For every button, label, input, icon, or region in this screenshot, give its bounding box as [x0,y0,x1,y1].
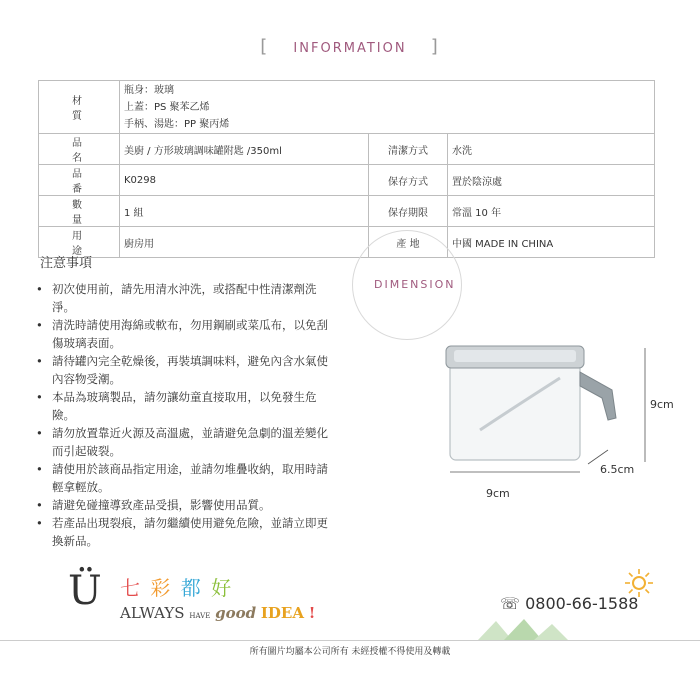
phone-text: 0800-66-1588 [525,594,639,613]
list-item: • 清洗時請使用海綿或軟布，勿用鋼刷或菜瓜布，以免刮傷玻璃表面。 [36,316,336,352]
list-item: • 初次使用前，請先用清水沖洗，或搭配中性清潔劑洗淨。 [36,280,336,316]
row-value: 廚房用 [120,227,369,258]
list-item: • 請待罐內完全乾燥後，再裝填調味料，避免內含水氣使內容物受潮。 [36,352,336,388]
material-line: 手柄、湯匙：PP 聚丙烯 [124,118,230,130]
row-label: 品 名 [39,134,120,165]
list-item: • 若產品出現裂痕，請勿繼續使用避免危險，並請立即更換新品。 [36,514,336,550]
slogan-idea: IDEA [260,604,305,622]
slogan-char: 七 [120,576,142,600]
width-label: 9cm [486,487,510,500]
notice-title: 注意事項 [40,256,93,271]
table-row [39,81,655,134]
material-value [120,81,655,134]
hills-icon [478,615,568,640]
row-value2: 水洗 [448,134,655,165]
slogan-en [120,604,315,622]
material-label: 材 質 [39,81,120,134]
phone-number[interactable] [500,594,638,613]
jar-illustration [440,330,660,480]
brand-logo: Ü [68,568,102,614]
notice-list [36,280,336,550]
table-row [39,134,655,165]
row-label2: 清潔方式 [369,134,448,165]
material-line: 上蓋：PS 聚苯乙烯 [124,101,210,113]
slogan-char: 好 [211,576,234,600]
material-line: 瓶身：玻璃 [124,84,174,96]
bracket-left: [ [260,36,270,57]
row-value2: 常溫 10 年 [448,196,655,227]
list-item: • 本品為玻璃製品，請勿讓幼童直接取用，以免發生危險。 [36,388,336,424]
row-label2: 保存方式 [369,165,448,196]
table-row [39,165,655,196]
bracket-right: ] [430,36,440,57]
slogan-always: ALWAYS [120,604,185,622]
info-header [0,36,700,57]
row-value: K0298 [120,165,369,196]
depth-label: 6.5cm [600,463,635,476]
slogan-good: good [215,604,257,622]
height-label: 9cm [650,398,674,411]
row-label: 品 番 [39,165,120,196]
slogan-char: 都 [180,576,203,600]
list-item: • 請勿放置靠近火源及高溫處，並請避免急劇的溫差變化而引起破裂。 [36,424,336,460]
list-item: • 請避免碰撞導致產品受損，影響使用品質。 [36,496,336,514]
slogan-have: HAVE [189,612,211,620]
table-row [39,227,655,258]
copyright-text: 所有圖片均屬本公司所有 未經授權不得使用及轉載 [0,640,700,663]
info-title: INFORMATION [293,41,407,56]
row-value: 1 組 [120,196,369,227]
dimension-label: DIMENSION [374,278,456,291]
table-row [39,196,655,227]
spec-table [38,80,655,258]
row-label: 用 途 [39,227,120,258]
row-value2: 置於陰涼處 [448,165,655,196]
row-value: 美廚 / 方形玻璃調味罐附匙 /350ml [120,134,369,165]
row-label2: 保存期限 [369,196,448,227]
row-value2: 中國 MADE IN CHINA [448,227,655,258]
row-label: 數 量 [39,196,120,227]
row-label2: 產 地 [369,227,448,258]
slogan-bang: ! [308,604,316,622]
slogan-char: 彩 [150,576,173,600]
list-item: • 請使用於該商品指定用途，並請勿堆疊收納，取用時請輕拿輕放。 [36,460,336,496]
slogan-cn [120,572,233,601]
phone-icon: ☏ [500,594,521,613]
